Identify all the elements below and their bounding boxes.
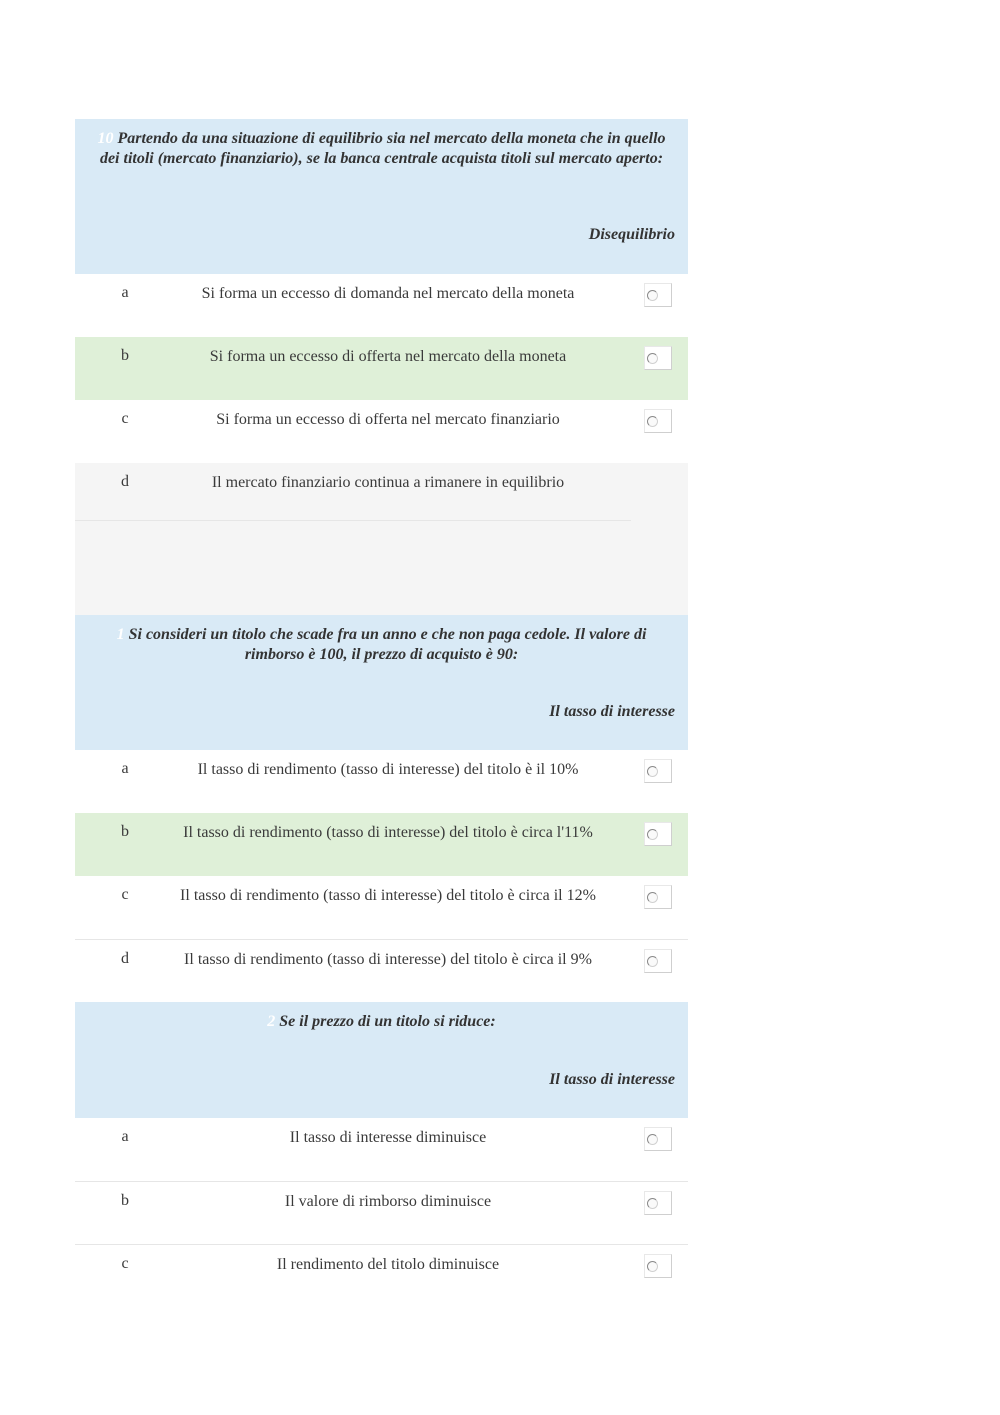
question-text: Partendo da una situazione di equilibrio sia nel mercato della moneta che in quello dei titoli (mercato finanziario), se la banca centrale acquista titoli sul mercato aperto: bbox=[99, 130, 666, 167]
radio-button[interactable] bbox=[647, 1134, 658, 1145]
option-radio-box[interactable] bbox=[644, 822, 672, 846]
answer-option-correct[interactable] bbox=[75, 337, 688, 400]
option-text: Il tasso di rendimento (tasso di interesse) del titolo è circa l'11% bbox=[183, 824, 593, 841]
option-text: Il valore di rimborso diminuisce bbox=[284, 1193, 492, 1210]
answer-option[interactable] bbox=[75, 1244, 688, 1307]
answer-option[interactable] bbox=[75, 1181, 688, 1244]
option-letter: d bbox=[121, 950, 129, 967]
option-text: Si forma un eccesso di domanda nel mercato della moneta bbox=[201, 285, 575, 302]
option-radio-box[interactable] bbox=[644, 759, 672, 783]
radio-button[interactable] bbox=[647, 1261, 658, 1272]
option-letter: d bbox=[121, 473, 129, 490]
radio-button[interactable] bbox=[647, 416, 658, 427]
option-radio-box[interactable] bbox=[644, 346, 672, 370]
answer-option[interactable] bbox=[75, 400, 688, 463]
option-text: Il rendimento del titolo diminuisce bbox=[276, 1256, 500, 1273]
question-header bbox=[75, 1002, 688, 1118]
radio-button[interactable] bbox=[647, 766, 658, 777]
question-text: Se il prezzo di un titolo si riduce: bbox=[279, 1013, 496, 1030]
option-letter: c bbox=[121, 410, 129, 427]
option-radio-box[interactable] bbox=[644, 409, 672, 433]
question-topic: Il tasso di interesse bbox=[549, 1071, 675, 1088]
radio-button[interactable] bbox=[647, 290, 658, 301]
answer-option-correct[interactable] bbox=[75, 813, 688, 876]
option-letter: b bbox=[121, 347, 129, 364]
option-letter: b bbox=[121, 823, 129, 840]
answer-option[interactable] bbox=[75, 939, 688, 1002]
answer-option[interactable] bbox=[75, 463, 688, 526]
option-letter: a bbox=[121, 760, 129, 777]
question-number: 2 bbox=[267, 1013, 276, 1030]
quiz-container bbox=[75, 119, 688, 1307]
option-text: Si forma un eccesso di offerta nel mercato finanziario bbox=[216, 411, 560, 428]
question-header bbox=[75, 119, 688, 274]
radio-button[interactable] bbox=[647, 1198, 658, 1209]
option-text: Il tasso di rendimento (tasso di interesse) del titolo è il 10% bbox=[197, 761, 579, 778]
question-topic: Il tasso di interesse bbox=[549, 703, 675, 720]
option-radio-box[interactable] bbox=[644, 885, 672, 909]
option-text: Il tasso di rendimento (tasso di interesse) del titolo è circa il 9% bbox=[184, 951, 592, 968]
option-letter: b bbox=[121, 1192, 129, 1209]
option-letter: c bbox=[121, 886, 129, 903]
option-text: Il tasso di interesse diminuisce bbox=[289, 1129, 487, 1146]
option-radio-box[interactable] bbox=[644, 1127, 672, 1151]
divider bbox=[75, 520, 631, 521]
option-radio-box[interactable] bbox=[644, 283, 672, 307]
option-text: Si forma un eccesso di offerta nel mercato della moneta bbox=[209, 348, 567, 365]
radio-button[interactable] bbox=[647, 956, 658, 967]
option-letter: c bbox=[121, 1255, 129, 1272]
question-number: 1 bbox=[116, 626, 125, 643]
option-radio-box[interactable] bbox=[644, 1191, 672, 1215]
radio-button[interactable] bbox=[647, 353, 658, 364]
answer-option[interactable] bbox=[75, 876, 688, 939]
question-text: Si consideri un titolo che scade fra un anno e che non paga cedole. Il valore di rimborso è 100, il prezzo di acquisto è 90: bbox=[128, 626, 647, 663]
radio-button[interactable] bbox=[647, 892, 658, 903]
option-text: Il tasso di rendimento (tasso di interesse) del titolo è circa il 12% bbox=[180, 887, 596, 904]
option-letter: a bbox=[121, 284, 129, 301]
option-text: Il mercato finanziario continua a rimanere in equilibrio bbox=[211, 474, 565, 491]
option-letter: a bbox=[121, 1128, 129, 1145]
answer-option[interactable] bbox=[75, 274, 688, 337]
radio-button[interactable] bbox=[647, 829, 658, 840]
answer-option[interactable] bbox=[75, 750, 688, 813]
answer-option[interactable] bbox=[75, 1118, 688, 1181]
option-radio-box[interactable] bbox=[644, 949, 672, 973]
empty-answer-block bbox=[75, 463, 688, 615]
question-header bbox=[75, 615, 688, 750]
question-number: 10 bbox=[97, 130, 114, 147]
question-topic: Disequilibrio bbox=[588, 226, 675, 243]
option-radio-box[interactable] bbox=[644, 1254, 672, 1278]
